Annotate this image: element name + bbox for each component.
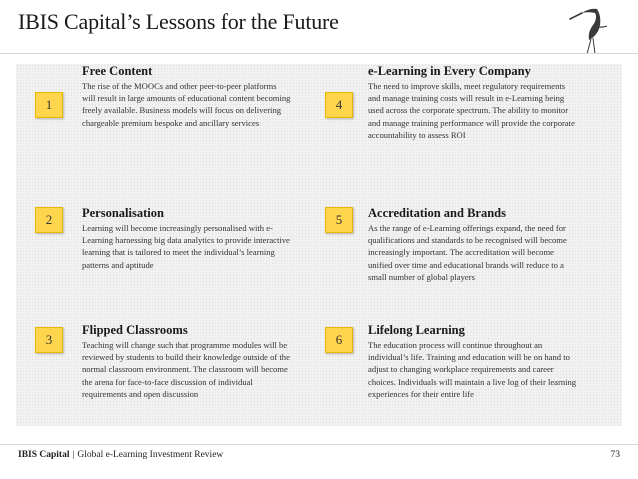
lesson-item <box>82 64 292 129</box>
lesson-item <box>368 323 578 400</box>
lesson-item <box>82 206 292 271</box>
lesson-title: Lifelong Learning <box>368 323 465 337</box>
item-number-badge: 1 <box>35 92 63 118</box>
page-title: IBIS Capital’s Lessons for the Future <box>18 9 339 34</box>
ibis-bird-logo-icon <box>566 4 616 56</box>
lesson-body: As the range of e-Learning offerings expand, the need for qualifications and standards to be recognised will become increasingly important. The accreditation will become unified over time and educational brands will reduce to a small number of global players <box>368 223 567 282</box>
lessons-panel <box>16 64 622 426</box>
lesson-title: Free Content <box>82 64 153 78</box>
footer-brand: IBIS Capital <box>18 450 70 460</box>
lesson-item <box>82 323 292 400</box>
lesson-body: The need to improve skills, meet regulatory requirements and manage training costs will result in e-Learning being used across the corporate spectrum. The ability to monitor and manage training performance will provide the corporate accountability to assess ROI <box>368 81 575 140</box>
lesson-title: Personalisation <box>82 206 164 220</box>
item-number-badge: 2 <box>35 207 63 233</box>
lesson-title: Accreditation and Brands <box>368 206 506 220</box>
footer-separator: | <box>72 450 75 460</box>
footer-credit <box>18 450 223 460</box>
item-number-badge: 4 <box>325 92 353 118</box>
lesson-body: The rise of the MOOCs and other peer-to-peer platforms will result in large amounts of educational content becoming freely available. Business models will focus on delivering chargeable premium bespoke and ancillary services <box>82 81 291 128</box>
lesson-body: The education process will continue throughout an individual’s life. Training and education will be on hand to adjust to changing workplace requirements and career choices. Individuals will maintain a live log of their learning experiences for their entire life <box>368 340 577 399</box>
footer-publication: Global e-Learning Investment Review <box>77 450 224 460</box>
page-number: 73 <box>610 450 620 460</box>
item-number-badge: 6 <box>325 327 353 353</box>
title-divider <box>0 53 638 54</box>
lesson-body: Teaching will change such that programme modules will be reviewed by students to build their knowledge outside of the normal classroom environment. The classroom will become the arena for face-to-face discussion of individual requirements and open discussion <box>82 340 290 399</box>
footer-divider <box>0 444 638 445</box>
lesson-item <box>368 64 578 141</box>
item-number-badge: 5 <box>325 207 353 233</box>
lesson-title: e-Learning in Every Company <box>368 64 531 78</box>
lesson-item <box>368 206 578 283</box>
item-number-badge: 3 <box>35 327 63 353</box>
lesson-title: Flipped Classrooms <box>82 323 188 337</box>
lesson-body: Learning will become increasingly personalised with e-Learning harnessing big data analytics to provide interactive learning that is tailored to meet the individual’s learning patterns and aptitude <box>82 223 290 270</box>
